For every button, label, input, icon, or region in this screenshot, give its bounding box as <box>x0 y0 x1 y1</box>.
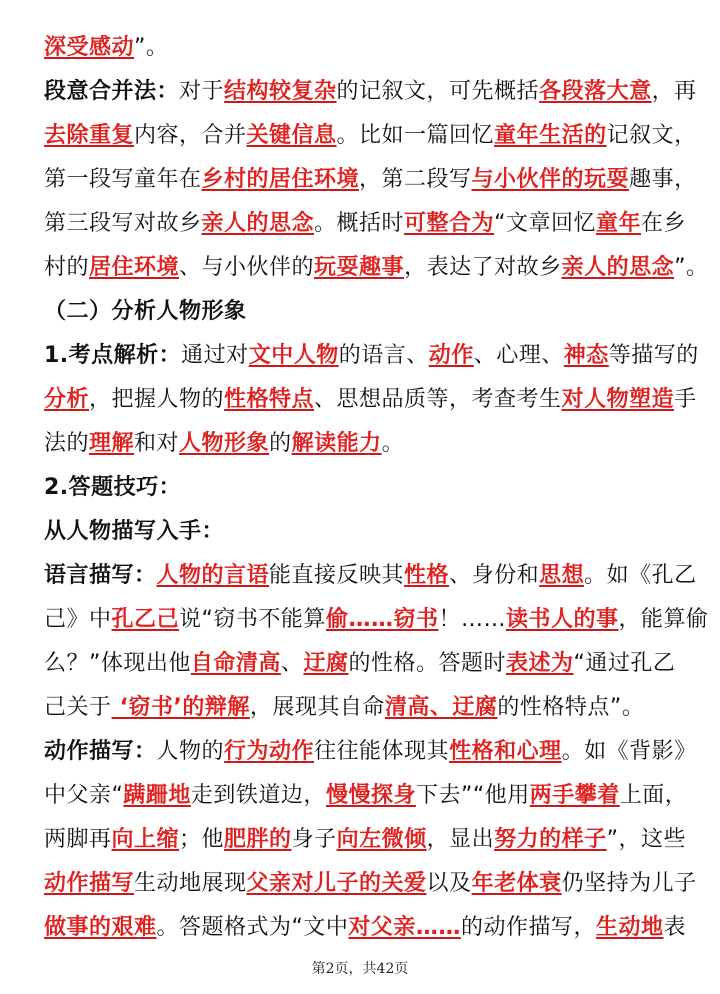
highlight: 各段落大意 <box>539 79 652 104</box>
text-line-6 <box>44 248 709 288</box>
section-label: 段意合并法： <box>44 79 180 104</box>
text-run: 的性格特点”。 <box>497 695 645 720</box>
page-footer: 第2页，共42页 <box>311 961 409 977</box>
highlight: 两手攀着 <box>529 783 620 808</box>
highlight: 肥胖的 <box>224 827 292 852</box>
text-run: 趣事， <box>629 167 697 192</box>
text-line-3 <box>44 116 697 156</box>
highlight: 居住环境 <box>89 255 180 280</box>
text-run: 往往能体现其 <box>314 739 450 764</box>
highlight: 神态 <box>563 343 609 368</box>
text-line-8 <box>44 336 699 376</box>
text-run: 以及 <box>426 871 472 896</box>
highlight: 表述为 <box>505 651 574 676</box>
text-run: ，再 <box>651 79 697 104</box>
text-run: 对于 <box>179 79 225 104</box>
text-run: ，展现其自命 <box>249 695 385 720</box>
text-run: ，能算偷 <box>618 607 709 632</box>
text-run: 、思想品质等，考查考生 <box>314 387 562 412</box>
highlight: 去除重复 <box>44 123 135 148</box>
highlight: 自命清高 <box>190 651 281 676</box>
text-run: 的 <box>269 431 292 456</box>
text-run: ；他 <box>179 827 225 852</box>
highlight: 向上缩 <box>111 827 180 852</box>
highlight: 人物的言语 <box>156 563 270 588</box>
highlight: 乡村的居住环境 <box>201 167 360 192</box>
highlight: 孔乙己 <box>111 607 180 632</box>
text-run: 。概括时 <box>314 211 405 236</box>
text-run: ”。 <box>674 255 709 280</box>
text-run: 下去”“他用 <box>415 783 530 808</box>
highlight: 对父亲…… <box>348 915 461 940</box>
text-run: ，显出 <box>426 827 495 852</box>
highlight: 思想 <box>539 563 585 588</box>
highlight: 文中人物 <box>248 343 339 368</box>
highlight: 亲人的思念 <box>201 211 315 236</box>
highlight: 童年 <box>595 211 641 236</box>
highlight: 对人物塑造 <box>561 387 675 412</box>
text-line-18 <box>44 776 688 816</box>
text-run: 、身份和 <box>449 563 540 588</box>
section-heading <box>44 292 680 332</box>
subheading <box>44 468 680 508</box>
highlight: 偷……窃书 <box>325 607 439 632</box>
highlight: 性格和心理 <box>449 739 562 764</box>
text-run: 通过对 <box>181 343 249 368</box>
text-run: 的性格。答题时 <box>348 651 506 676</box>
text-line-2 <box>44 72 697 112</box>
text-run: 第三段写对故乡 <box>44 211 202 236</box>
text-run: 。 <box>381 431 405 456</box>
text-run: 生动地展现 <box>134 871 247 896</box>
text-run: 的动作描写， <box>460 915 596 940</box>
text-run: 第一段写童年在 <box>44 167 202 192</box>
highlight: 生动地 <box>595 915 664 940</box>
text-line-4 <box>44 160 697 200</box>
text-line-17 <box>44 732 697 772</box>
text-line-15 <box>44 644 680 684</box>
highlight: 理解 <box>89 431 135 456</box>
text-run: 。比如一篇回忆 <box>336 123 495 148</box>
highlight: 做事的艰难 <box>44 915 157 940</box>
text-line-5 <box>44 204 686 244</box>
text-run: 的记叙文，可先概括 <box>336 79 540 104</box>
text-run: 仍坚持为儿子 <box>561 871 697 896</box>
text-run: 的语言、 <box>338 343 429 368</box>
text-run: 。如《孔乙 <box>584 563 697 588</box>
highlight: 性格 <box>404 563 450 588</box>
highlight: 分析 <box>44 387 90 412</box>
text-run: 等描写的 <box>608 343 699 368</box>
text-line-1 <box>44 28 680 68</box>
highlight: 行为动作 <box>224 739 315 764</box>
section-label: 1.考点解析： <box>44 343 182 368</box>
heading-text: （二）分析人物形象 <box>44 299 247 324</box>
highlight: 向左微倾 <box>336 827 427 852</box>
highlight: 性格特点 <box>224 387 315 412</box>
text-line-14 <box>44 600 709 640</box>
highlight: 动作描写 <box>44 871 135 896</box>
highlight: 迂腐 <box>303 651 349 676</box>
text-run: 说“窃书不能算 <box>179 607 326 632</box>
text-line-16 <box>44 688 680 728</box>
highlight: 父亲对儿子的关爱 <box>246 871 427 896</box>
text-run: 村的 <box>44 255 90 280</box>
text-run: 么？”体现出他 <box>44 651 191 676</box>
text-run: ”。 <box>134 35 169 60</box>
highlight: 清高、迂腐 <box>384 695 498 720</box>
text-run: 两脚再 <box>44 827 112 852</box>
text-line-13 <box>44 556 697 596</box>
text-run: 、心理、 <box>473 343 564 368</box>
text-run: 能直接反映其 <box>269 563 405 588</box>
text-run: “通过孔乙 <box>573 651 676 676</box>
text-run: 法的 <box>44 431 90 456</box>
text-run: 上面， <box>619 783 688 808</box>
text-run: ，把握人物的 <box>89 387 225 412</box>
text-run: 人物的 <box>156 739 225 764</box>
text-line-19 <box>44 820 687 860</box>
subheading <box>44 512 680 552</box>
highlight: 努力的样子 <box>494 827 607 852</box>
section-label: 动作描写： <box>44 739 157 764</box>
text-line-21 <box>44 908 686 948</box>
text-run: 。答题格式为“文中 <box>156 915 349 940</box>
highlight: 年老体衰 <box>471 871 562 896</box>
highlight: 结构较复杂 <box>224 79 337 104</box>
highlight: 童年生活的 <box>494 123 607 148</box>
text-run: 和对 <box>134 431 180 456</box>
text-run: ”，这些 <box>606 827 687 852</box>
highlight: ‘窃书’的辩解 <box>111 695 250 720</box>
text-run: ，表达了对故乡 <box>404 255 562 280</box>
text-run: 走到铁道边， <box>190 783 326 808</box>
text-run: 中父亲“ <box>44 783 124 808</box>
text-run: 己关于 <box>44 695 112 720</box>
subheading-text: 2.答题技巧： <box>44 475 182 500</box>
text-run: 、与小伙伴的 <box>179 255 315 280</box>
text-run: 在乡 <box>640 211 686 236</box>
highlight: 解读能力 <box>291 431 382 456</box>
highlight: 慢慢探身 <box>325 783 416 808</box>
text-run: 、 <box>280 651 304 676</box>
text-run: 手 <box>674 387 697 412</box>
text-run: 表 <box>663 915 686 940</box>
text-run: 记叙文， <box>606 123 697 148</box>
text-run: 。如《背影》 <box>561 739 697 764</box>
subheading-text: 从人物描写入手： <box>44 519 225 544</box>
text-run: 身子 <box>291 827 337 852</box>
highlight: 可整合为 <box>404 211 495 236</box>
highlight: 玩耍趣事 <box>314 255 405 280</box>
text-run: 内容，合并 <box>134 123 247 148</box>
highlight: 人物形象 <box>179 431 270 456</box>
text-line-20 <box>44 864 697 904</box>
text-line-10 <box>44 424 680 464</box>
highlight: 读书人的事 <box>505 607 619 632</box>
highlight: 关键信息 <box>246 123 337 148</box>
highlight: 与小伙伴的玩耍 <box>471 167 630 192</box>
text-run: ，第二段写 <box>359 167 472 192</box>
highlight: 动作 <box>428 343 474 368</box>
highlight: 蹒跚地 <box>123 783 191 808</box>
text-run: “文章回忆 <box>494 211 596 236</box>
text-run: 己》中 <box>44 607 112 632</box>
text-run: ！…… <box>438 607 506 632</box>
section-label: 语言描写： <box>44 563 157 588</box>
highlight: 亲人的思念 <box>561 255 675 280</box>
text-line-9 <box>44 380 697 420</box>
highlight: 深受感动 <box>44 35 135 60</box>
